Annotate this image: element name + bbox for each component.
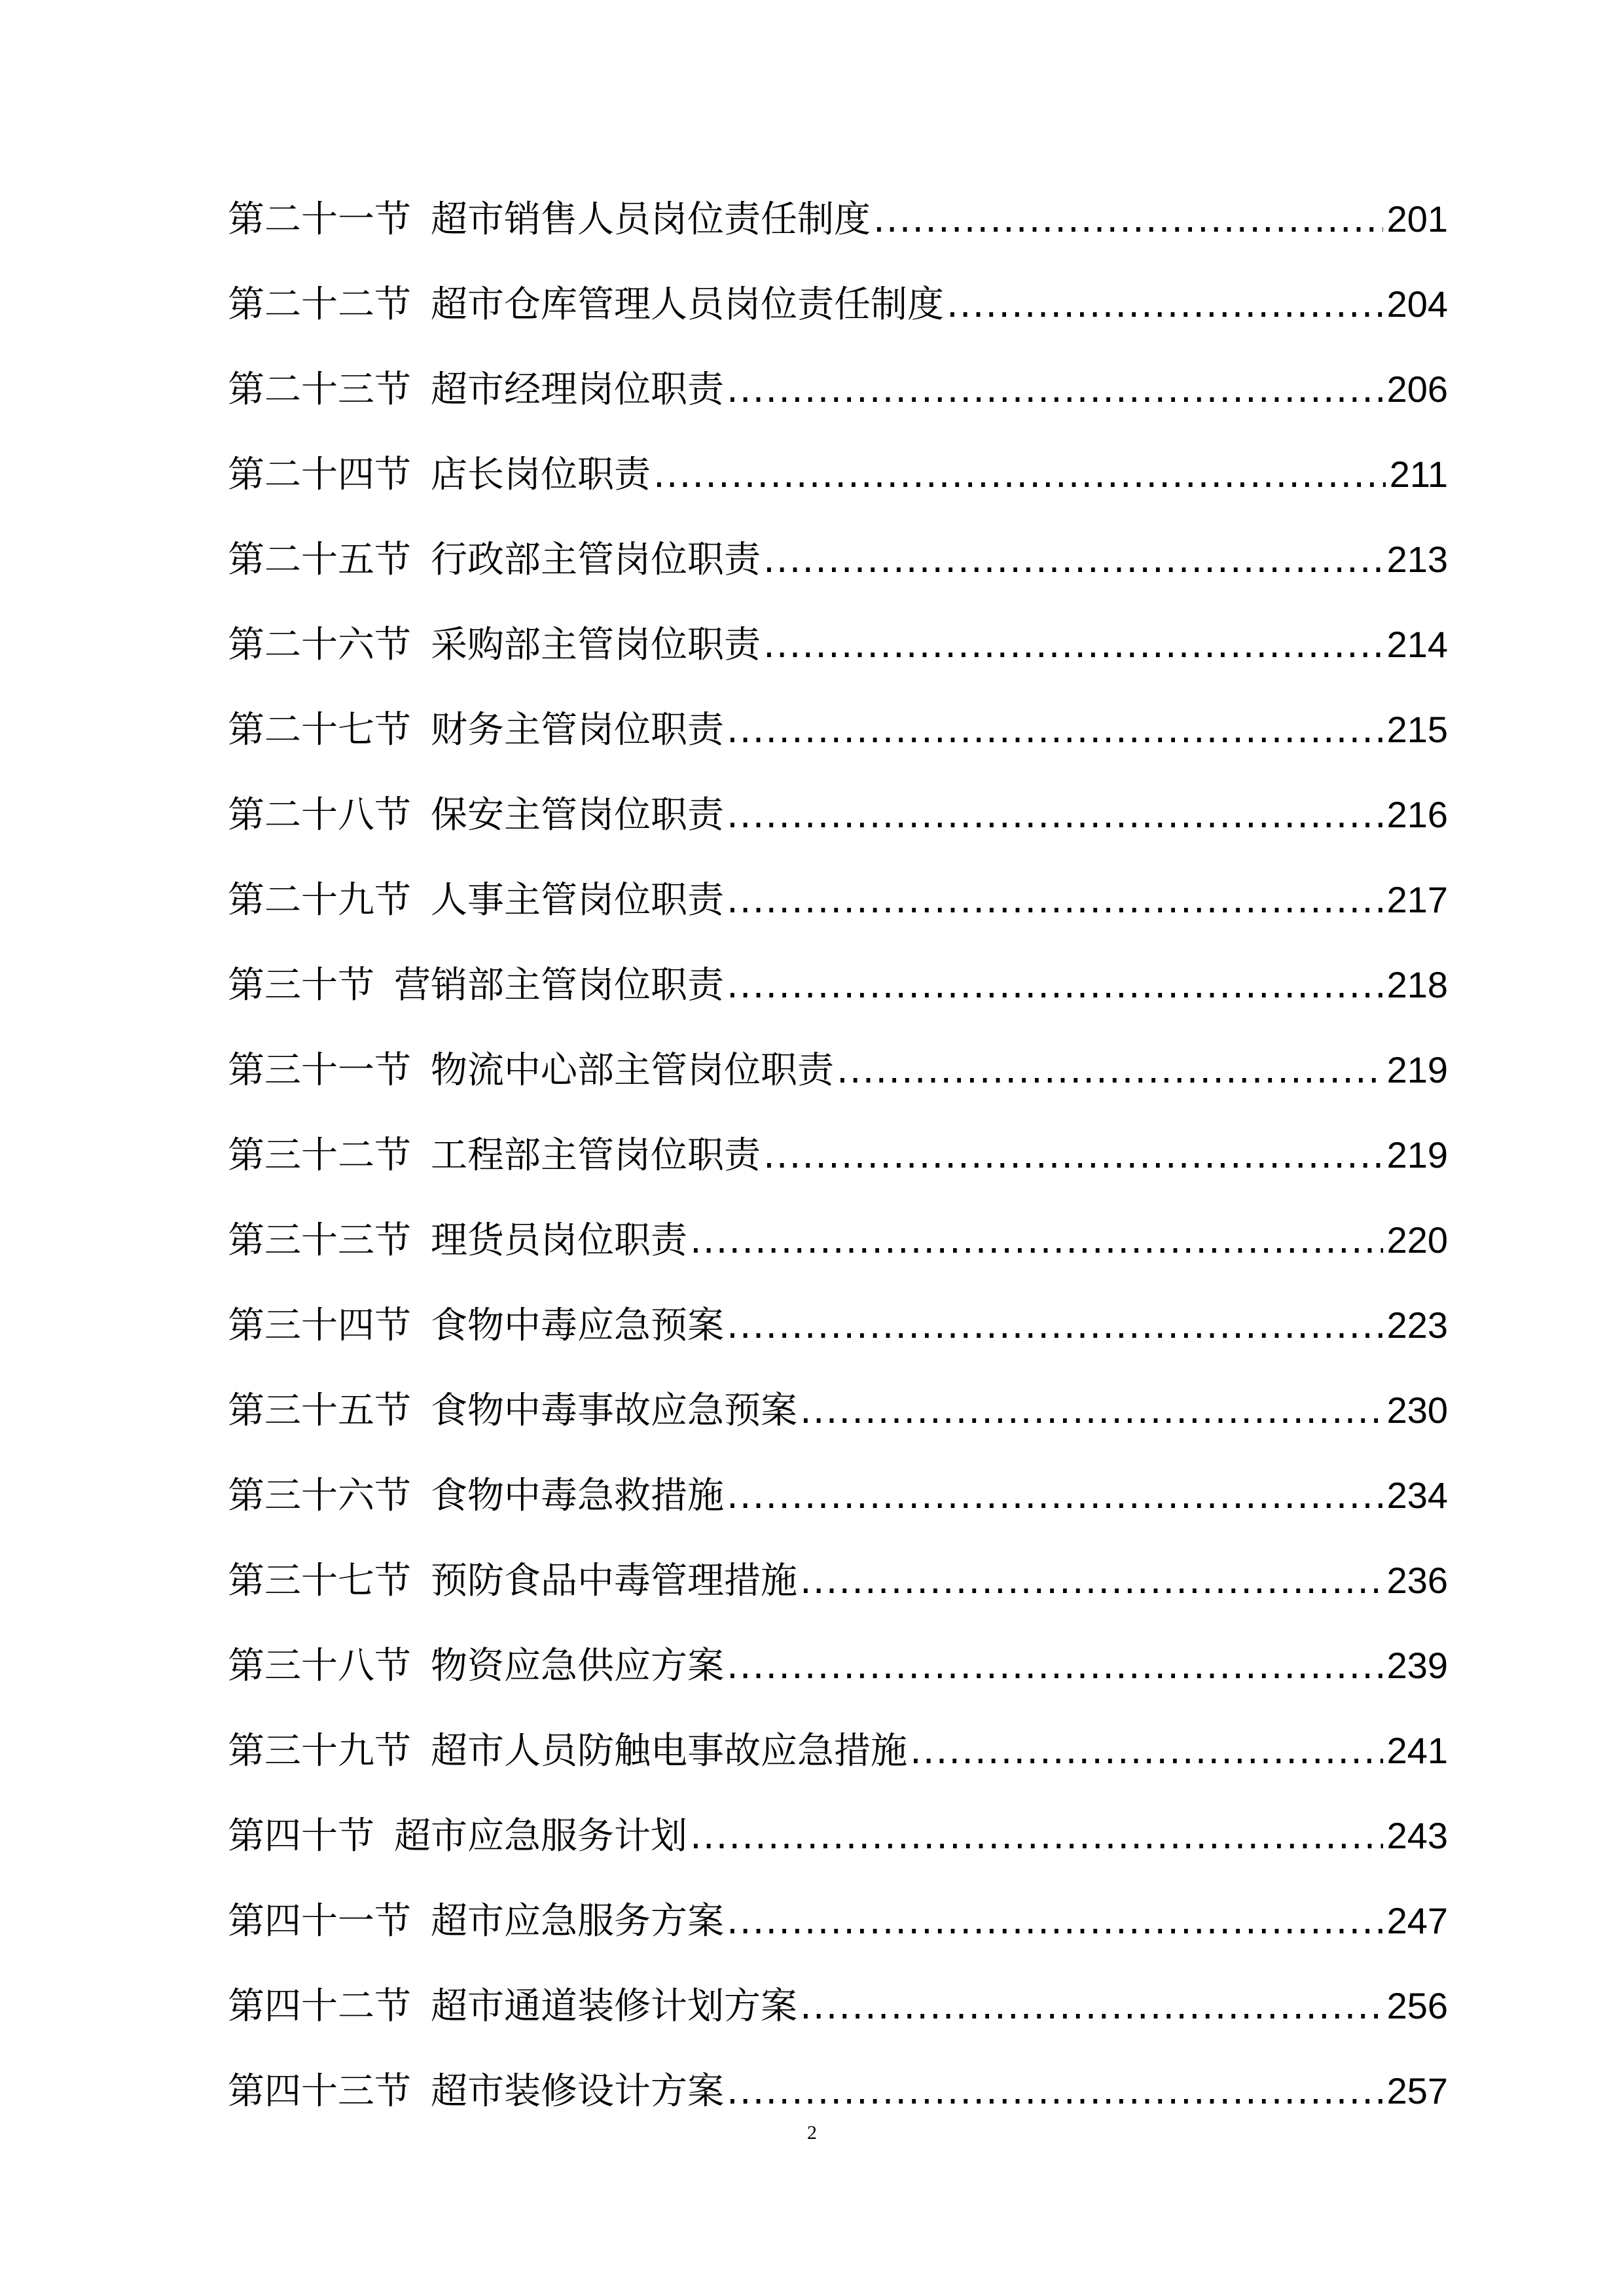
toc-page-number: 213 [1386,539,1448,580]
toc-section-number: 第三十节 [228,964,374,1007]
toc-page-number: 223 [1386,1304,1448,1346]
toc-page-number: 201 [1386,198,1448,240]
toc-dot-leader [727,858,1383,943]
toc-dot-leader [727,1454,1383,1539]
toc-entry-title: 食物中毒应急预案 [431,1304,724,1347]
toc-page-number: 211 [1389,454,1448,495]
toc-section-number: 第三十八节 [228,1645,411,1687]
toc-section-number: 第二十二节 [228,283,411,326]
toc-page-number: 215 [1386,709,1448,750]
toc-dot-leader [763,1113,1383,1198]
toc-section-number: 第二十三节 [228,368,411,411]
toc-section-number: 第三十九节 [228,1730,411,1772]
toc-entry-title: 物流中心部主管岗位职责 [431,1049,834,1092]
toc-dot-leader [800,1539,1383,1624]
toc-entry[interactable] [228,1878,1448,1964]
toc-entry-title: 超市人员防触电事故应急措施 [431,1730,907,1772]
toc-entry[interactable] [228,772,1448,857]
toc-page-number: 234 [1386,1475,1448,1516]
toc-entry[interactable] [228,347,1448,432]
toc-page-number: 220 [1386,1219,1448,1261]
toc-dot-leader [873,177,1383,262]
toc-dot-leader [910,1709,1383,1794]
toc-entry[interactable] [228,1964,1448,2049]
toc-entry[interactable] [228,857,1448,942]
toc-entry-title: 超市通道装修计划方案 [431,1985,797,2028]
toc-entry-title: 超市应急服务计划 [394,1815,687,1857]
toc-dot-leader [800,1964,1383,2049]
toc-entry[interactable] [228,177,1448,262]
toc-entry-title: 营销部主管岗位职责 [394,964,724,1007]
toc-section-number: 第四十三节 [228,2070,411,2113]
toc-entry[interactable] [228,1453,1448,1538]
toc-section-number: 第二十一节 [228,198,411,241]
toc-dot-leader [653,433,1386,518]
toc-dot-leader [727,1283,1383,1369]
toc-section-number: 第二十五节 [228,539,411,581]
toc-page-number: 230 [1386,1390,1448,1431]
toc-entry-title: 物资应急供应方案 [431,1645,724,1687]
toc-section-number: 第三十一节 [228,1049,411,1092]
toc-section-number: 第二十七节 [228,709,411,751]
toc-dot-leader [727,773,1383,858]
toc-section-number: 第二十六节 [228,624,411,666]
toc-entry[interactable] [228,2049,1448,2134]
toc-dot-leader [727,688,1383,773]
toc-entry-title: 食物中毒急救措施 [431,1475,724,1517]
toc-entry[interactable] [228,602,1448,687]
toc-entry-title: 店长岗位职责 [431,454,651,496]
toc-page-number: 256 [1386,1985,1448,2026]
toc-entry-title: 超市经理岗位职责 [431,368,724,411]
page-number: 2 [807,2122,817,2144]
toc-dot-leader [727,1879,1383,1964]
toc-entry-title: 理货员岗位职责 [431,1219,687,1262]
toc-entry[interactable] [228,1708,1448,1793]
toc-section-number: 第四十一节 [228,1900,411,1943]
toc-entry-title: 行政部主管岗位职责 [431,539,761,581]
toc-dot-leader [800,1369,1383,1454]
toc-dot-leader [690,1198,1383,1283]
toc-page-number: 214 [1386,624,1448,665]
toc-section-number: 第三十五节 [228,1390,411,1432]
toc-entry-title: 保安主管岗位职责 [431,794,724,836]
toc-page-number: 204 [1386,283,1448,325]
toc-entry[interactable] [228,1793,1448,1878]
toc-dot-leader [690,1794,1383,1879]
toc-entry[interactable] [228,432,1448,517]
toc-dot-leader [837,1028,1383,1113]
toc-entry[interactable] [228,517,1448,602]
toc-dot-leader [763,603,1383,688]
toc-entry-title: 预防食品中毒管理措施 [431,1560,797,1602]
toc-entry[interactable] [228,1198,1448,1283]
toc-entry-title: 食物中毒事故应急预案 [431,1390,797,1432]
toc-section-number: 第三十三节 [228,1219,411,1262]
toc-entry[interactable] [228,1283,1448,1368]
toc-entry-title: 人事主管岗位职责 [431,879,724,922]
toc-section-number: 第四十节 [228,1815,374,1857]
toc-dot-leader [727,943,1383,1028]
toc-section-number: 第二十九节 [228,879,411,922]
toc-entry-title: 超市应急服务方案 [431,1900,724,1943]
toc-entry[interactable] [228,1028,1448,1113]
toc-page-number: 241 [1386,1730,1448,1771]
toc-entry-title: 超市装修设计方案 [431,2070,724,2113]
toc-section-number: 第三十六节 [228,1475,411,1517]
toc-page-number: 239 [1386,1645,1448,1686]
toc-page-number: 236 [1386,1560,1448,1601]
toc-page-number: 243 [1386,1815,1448,1856]
toc-dot-leader [763,518,1383,603]
toc-entry[interactable] [228,1623,1448,1708]
toc-entry-title: 超市仓库管理人员岗位责任制度 [431,283,944,326]
toc-entry[interactable] [228,1368,1448,1453]
toc-section-number: 第三十四节 [228,1304,411,1347]
toc-entry-title: 超市销售人员岗位责任制度 [431,198,871,241]
toc-section-number: 第二十八节 [228,794,411,836]
toc-dot-leader [727,1624,1383,1709]
toc-page-number: 257 [1386,2070,1448,2111]
toc-section-number: 第四十二节 [228,1985,411,2028]
toc-entry[interactable] [228,1113,1448,1198]
toc-entry[interactable] [228,687,1448,772]
toc-entry-title: 采购部主管岗位职责 [431,624,761,666]
toc-dot-leader [727,348,1383,433]
toc-page-number: 216 [1386,794,1448,835]
toc-page-number: 219 [1386,1134,1448,1175]
toc-entry[interactable] [228,1538,1448,1623]
toc-entry-title: 工程部主管岗位职责 [431,1134,761,1177]
toc-page-number: 217 [1386,879,1448,920]
toc-page-number: 206 [1386,368,1448,410]
toc-entry[interactable] [228,942,1448,1028]
toc-dot-leader [947,262,1383,348]
toc-section-number: 第二十四节 [228,454,411,496]
table-of-contents [228,177,1448,2134]
toc-page-number: 247 [1386,1900,1448,1941]
toc-section-number: 第三十二节 [228,1134,411,1177]
toc-entry[interactable] [228,262,1448,347]
toc-section-number: 第三十七节 [228,1560,411,1602]
toc-page-number: 218 [1386,964,1448,1005]
toc-page-number: 219 [1386,1049,1448,1090]
toc-entry-title: 财务主管岗位职责 [431,709,724,751]
